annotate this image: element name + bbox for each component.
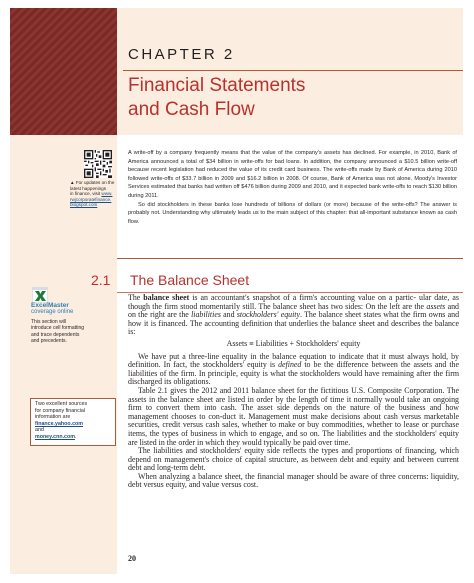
section-title: The Balance Sheet (130, 272, 250, 288)
key-term: balance sheet (143, 293, 190, 302)
blog-link[interactable]: rwjcorporatefinance. (70, 196, 112, 202)
key-term: assets (426, 301, 446, 311)
cnn-money-link[interactable]: money.cnn.com (35, 433, 75, 440)
header-pattern-block (10, 8, 117, 135)
chapter-title (128, 74, 458, 122)
section-number: 2.1 (91, 272, 111, 288)
excel-master-title[interactable]: ExcelMaster (31, 302, 69, 309)
excel-master-subtitle: coverage online (31, 309, 74, 315)
body-paragraph: The balance sheet is an accountant's snapshot of a firm's accounting value on a partic- ular date, as though the firm stood momentarily still. The balance sheet has two sides: On the left are the assets and on the right are the liabilities and stockholders' equity. The balance sheet states what the firm owns and how it is financed. The accounting definition that underlies the balance sheet and describes the balance is: (128, 293, 460, 337)
chapter-rule (123, 70, 463, 71)
body-paragraph: We have put a three-line equality in the balance equation to indicate that it must always hold, by definition. In fact, the stockholders' equity is defined to be the difference between the assets and the liabilities of the firm. In principle, equity is what the stockholders would have remaining after the firm discharged its obligations. (128, 351, 459, 387)
triangle-pointer-icon: ▲ (70, 180, 75, 185)
body-paragraph: Table 2.1 gives the 2012 and 2011 balance sheet for the fictitious U.S. Composite Corporation. The assets in the balance sheet are listed in order by the length of time it normally would take an ongoing firm to convert them into cash. The asset side depends on the nature of the business and how management chooses to con-duct it. Management must make decisions about cash versus marketable securities, credit versus cash sales, whether to make or buy commodities, whether to lease or purchase items, the types of business in which to engage, and so on. The liabilities and the stockholders' equity are listed in the order in which they would typically be paid over time. (128, 385, 459, 447)
chapter-title-line: and Cash Flow (128, 99, 255, 120)
book-page (10, 8, 463, 574)
yahoo-finance-link[interactable]: finance.yahoo.com (35, 420, 83, 427)
qr-code-icon[interactable] (84, 150, 112, 178)
excel-master-note: This section will introduce cell formatting and trace dependents and precedents. (31, 319, 85, 345)
section-body (128, 294, 459, 490)
qr-code-note: ▲ For updates on the latest happenings in finance, visit www. rwjcorporatefinance. blogspot.com (70, 180, 115, 208)
chapter-header (10, 8, 463, 135)
intro-divider (117, 258, 463, 259)
key-term: liabilities (191, 310, 221, 320)
body-paragraph: When analyzing a balance sheet, the financial manager should be aware of three concerns: liquidity, debt versus equity, and value versus cost. (128, 471, 459, 490)
chapter-label: CHAPTER 2 (128, 46, 235, 63)
sources-callout: Two excellent sources for company financial information are finance.yahoo.com and money.cnn.com. (30, 398, 116, 446)
intro-paragraph: So did stockholders in these banks lose hundreds of billions of dollars (or more) because of the write-offs? The answer is probably not. Understanding why ultimately leads us to the main subject of this chapter: that all-important substance known as cash flow. (128, 201, 458, 225)
intro-paragraph: A write-off by a company frequently means that the value of the company's assets has declined. For example, in 2010, Bank of America announced a total of $34 billion in write-offs for bad loans. In addition, the company announced a $10.5 billion write-off because recent legislation had reduced the value of its credit card business. The write-offs made by Bank of America during 2010 followed write-offs of $33.7 billion in 2009 and $16.2 billion in 2008. Of course, Bank of America was not alone. Moody's Investor Services estimated that banks had written off $476 billion during 2009 and 2010, and it expected bank write-offs to reach $130 billion during 2011. (128, 150, 458, 199)
blog-link[interactable]: www. (101, 191, 113, 197)
body-paragraph: The liabilities and stockholders' equity side reflects the types and proportions of financing, which depend on management's choice of capital structure, as between debt and equity and between current debt and long-term debt. (128, 446, 459, 473)
excel-master-icon[interactable] (32, 287, 48, 303)
blog-link[interactable]: blogspot.com (70, 202, 98, 208)
key-term: stockholders' equity (236, 310, 300, 320)
balance-sheet-equation: Assets ≡ Liabilities + Stockholders' equity (226, 338, 361, 348)
chapter-title-line: Financial Statements (128, 75, 306, 96)
chapter-intro (128, 149, 457, 226)
page-number: 20 (128, 554, 136, 563)
